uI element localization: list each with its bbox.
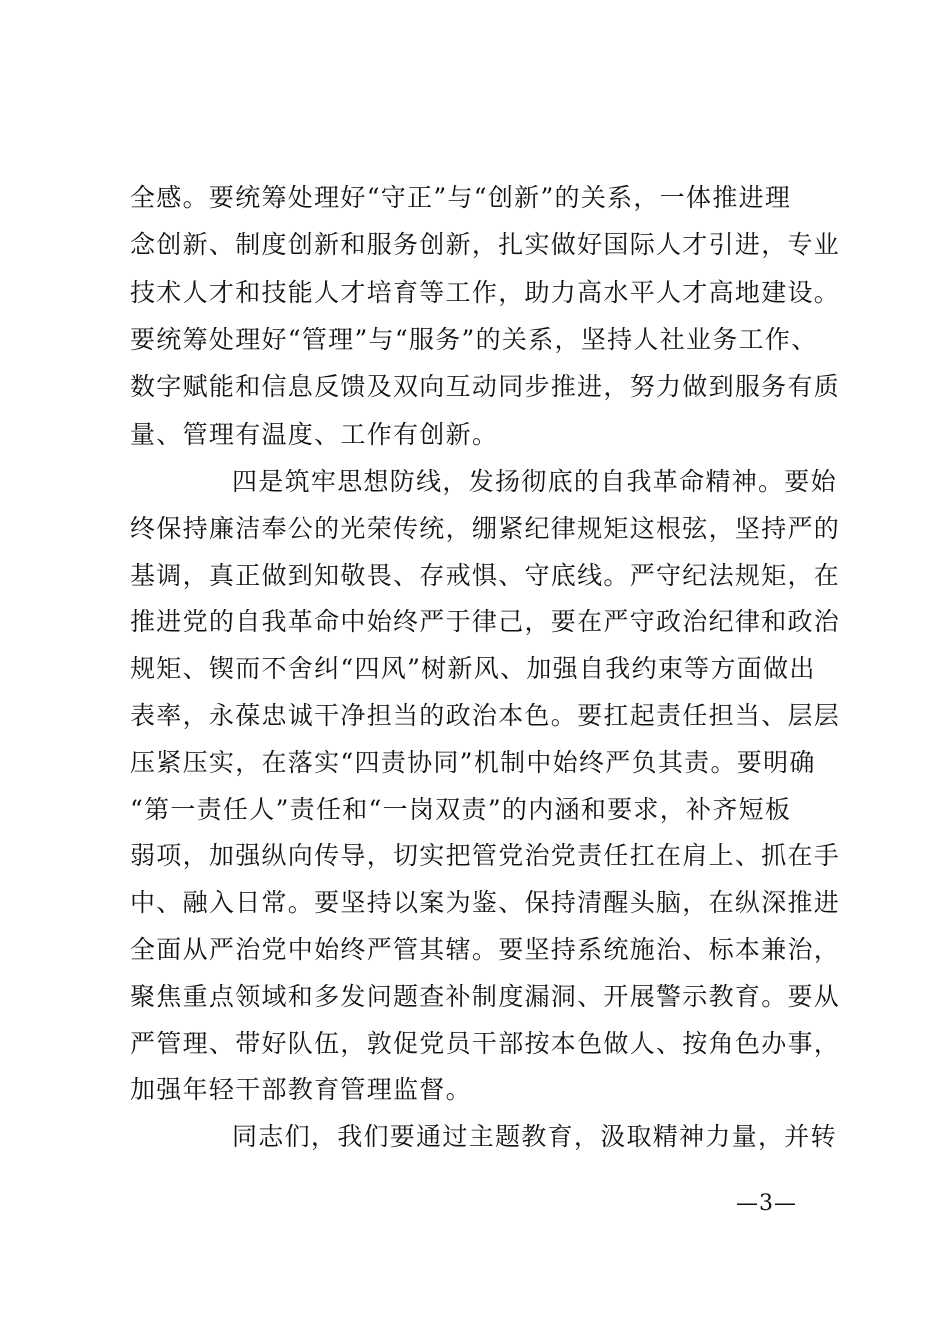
text-line: 基调，真正做到知敬畏、存戒惧、守底线。严守纪法规矩，在 xyxy=(130,561,841,590)
text-line: 压紧压实，在落实“四责协同”机制中始终严负其责。要明确 xyxy=(130,748,816,777)
text-line: 加强年轻干部教育管理监督。 xyxy=(130,1075,472,1104)
text-line: “第一责任人”责任和“一岗双责”的内涵和要求，补齐短板 xyxy=(130,795,792,824)
text-line: 全感。要统筹处理好“守正”与“创新”的关系，一体推进理 xyxy=(130,183,792,212)
paragraph-start-line: 同志们，我们要通过主题教育，汲取精神力量，并转 xyxy=(232,1122,837,1151)
paragraph-start-line: 四是筑牢思想防线，发扬彻底的自我革命精神。要始 xyxy=(232,467,837,496)
text-line: 要统筹处理好“管理”与“服务”的关系，坚持人社业务工作、 xyxy=(130,325,818,354)
page-number: —3— xyxy=(736,1191,797,1216)
text-line: 量、管理有温度、工作有创新。 xyxy=(130,420,499,449)
text-line: 表率，永葆忠诚干净担当的政治本色。要扛起责任担当、层层 xyxy=(130,701,841,730)
text-line: 中、融入日常。要坚持以案为鉴、保持清醒头脑，在纵深推进 xyxy=(130,888,841,917)
text-line: 数字赋能和信息反馈及双向互动同步推进，努力做到服务有质 xyxy=(130,372,841,401)
text-line: 全面从严治党中始终严管其辖。要坚持系统施治、标本兼治， xyxy=(130,935,841,964)
text-line: 弱项，加强纵向传导，切实把管党治党责任扛在肩上、抓在手 xyxy=(130,841,841,870)
text-line: 终保持廉洁奉公的光荣传统，绷紧纪律规矩这根弦，坚持严的 xyxy=(130,514,841,543)
text-line: 严管理、带好队伍，敦促党员干部按本色做人、按角色办事， xyxy=(130,1029,841,1058)
text-line: 聚焦重点领域和多发问题查补制度漏洞、开展警示教育。要从 xyxy=(130,982,841,1011)
text-line: 规矩、锲而不舍纠“四风”树新风、加强自我约束等方面做出 xyxy=(130,654,816,683)
text-line: 技术人才和技能人才培育等工作，助力高水平人才高地建设。 xyxy=(130,278,841,307)
text-line: 念创新、制度创新和服务创新，扎实做好国际人才引进，专业 xyxy=(130,230,841,259)
text-line: 推进党的自我革命中始终严于律己，要在严守政治纪律和政治 xyxy=(130,607,841,636)
